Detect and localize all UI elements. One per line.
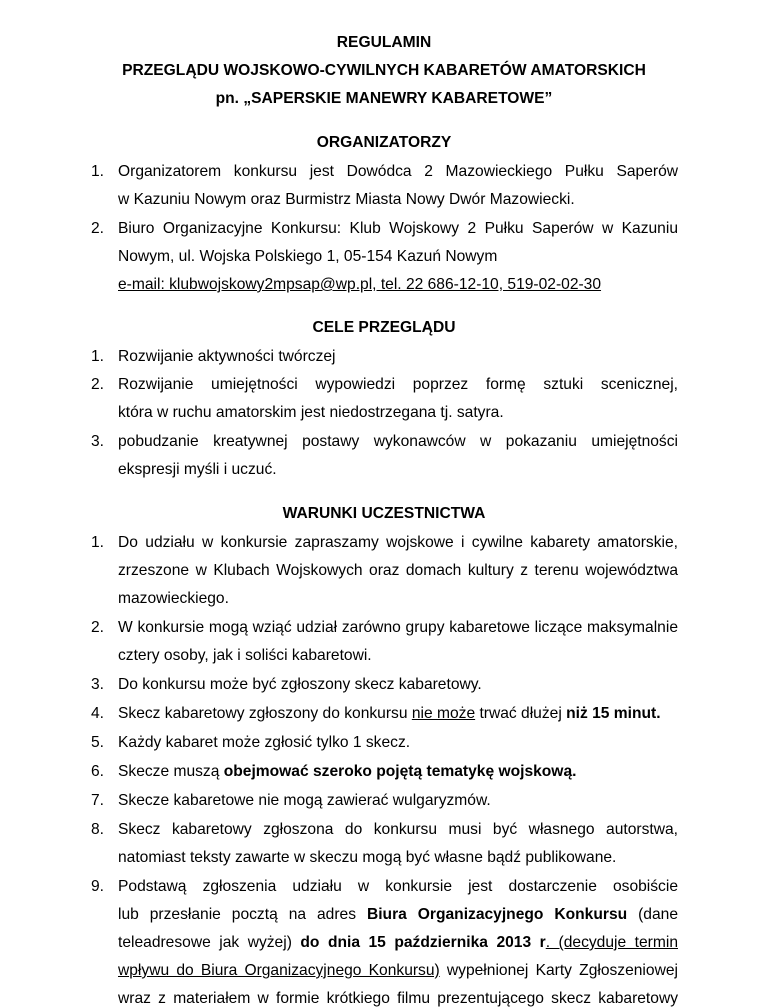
text-run: (dane xyxy=(627,906,678,923)
item-text: Skecz kabaretowy zgłoszona do konkursu musi być własnego autorstwa, xyxy=(118,821,678,838)
item-text: Do konkursu może być zgłoszony skecz kabaretowy. xyxy=(118,676,482,693)
text-run: Skecze muszą xyxy=(118,763,224,780)
doc-event-name: pn. „SAPERSKIE MANEWRY KABARETOWE” xyxy=(215,90,553,107)
item-text: Skecze kabaretowe nie mogą zawierać wulgaryzmów. xyxy=(118,792,491,809)
contact-link[interactable]: e-mail: klubwojskowy2mpsap@wp.pl, tel. 22 686-12-10, 519-02-02-30 xyxy=(118,276,602,293)
bold-text: niż 15 minut. xyxy=(566,705,661,722)
item-text: która w ruchu amatorskim jest niedostrzegana tj. satyra. xyxy=(118,404,504,421)
item-number: 2. xyxy=(91,220,105,237)
item-text xyxy=(118,906,678,924)
item-text xyxy=(118,705,678,723)
item-number: 7. xyxy=(91,792,105,809)
underlined-text: wpływu do Biura Organizacyjnego Konkursu) xyxy=(118,962,440,979)
text-run: teleadresowe jak wyżej) xyxy=(118,934,301,951)
text-run: trwać dłużej xyxy=(475,705,567,722)
item-text xyxy=(118,934,678,952)
bold-text: obejmować szeroko pojętą tematykę wojskową. xyxy=(223,763,577,780)
section-title-cele: CELE PRZEGLĄDU xyxy=(312,319,456,336)
item-text: Nowym, ul. Wojska Polskiego 1, 05-154 Kazuń Nowym xyxy=(118,248,498,265)
item-text: w Kazuniu Nowym oraz Burmistrz Miasta Nowy Dwór Mazowiecki. xyxy=(118,191,575,208)
section-title-warunki: WARUNKI UCZESTNICTWA xyxy=(282,505,486,522)
section-title-organizatorzy: ORGANIZATORZY xyxy=(316,134,452,151)
item-number: 9. xyxy=(91,878,105,895)
item-text: Każdy kabaret może zgłosić tylko 1 skecz. xyxy=(118,734,411,751)
item-text: pobudzanie kreatywnej postawy wykonawców w pokazaniu umiejętności xyxy=(118,433,678,450)
item-number: 6. xyxy=(91,763,105,780)
item-text: mazowieckiego. xyxy=(118,590,229,607)
item-number: 1. xyxy=(91,163,105,180)
item-text: Rozwijanie aktywności twórczej xyxy=(118,348,336,365)
item-text: wraz z materiałem w formie krótkiego filmu prezentującego skecz kabaretowy xyxy=(118,990,678,1007)
item-text xyxy=(118,962,678,980)
doc-title: REGULAMIN xyxy=(336,34,432,51)
item-text: natomiast teksty zawarte w skeczu mogą być własne bądź publikowane. xyxy=(118,849,617,866)
item-text: ekspresji myśli i uczuć. xyxy=(118,461,277,478)
item-number: 1. xyxy=(91,348,105,365)
text-run: wypełnionej Karty Zgłoszeniowej xyxy=(439,962,678,979)
doc-subtitle: PRZEGLĄDU WOJSKOWO-CYWILNYCH KABARETÓW AMATORSKICH xyxy=(122,62,646,79)
item-text: Podstawą zgłoszenia udziału w konkursie jest dostarczenie osobiście xyxy=(118,878,678,895)
underlined-text: nie może xyxy=(411,705,476,722)
item-number: 5. xyxy=(91,734,105,751)
text-run: lub przesłanie pocztą na adres xyxy=(118,906,367,923)
bold-text: do dnia 15 października 2013 r xyxy=(300,934,546,951)
underlined-text: . (decyduje termin xyxy=(545,934,678,951)
bold-text: Biura Organizacyjnego Konkursu xyxy=(366,906,628,923)
item-number: 4. xyxy=(91,705,105,722)
item-number: 2. xyxy=(91,376,105,393)
item-text: zrzeszone w Klubach Wojskowych oraz domach kultury z terenu województwa xyxy=(118,562,678,579)
item-text: Biuro Organizacyjne Konkursu: Klub Wojskowy 2 Pułku Saperów w Kazuniu xyxy=(118,220,678,237)
item-text: Do udziału w konkursie zapraszamy wojskowe i cywilne kabarety amatorskie, xyxy=(118,534,678,551)
item-number: 3. xyxy=(91,676,105,693)
item-number: 3. xyxy=(91,433,105,450)
text-run: Skecz kabaretowy zgłoszony do konkursu xyxy=(118,705,412,722)
item-text: Rozwijanie umiejętności wypowiedzi poprzez formę sztuki scenicznej, xyxy=(118,376,678,393)
item-text xyxy=(118,763,678,781)
item-text: cztery osoby, jak i soliści kabaretowi. xyxy=(118,647,372,664)
item-number: 2. xyxy=(91,619,105,636)
item-number: 8. xyxy=(91,821,105,838)
item-number: 1. xyxy=(91,534,105,551)
item-text: Organizatorem konkursu jest Dowódca 2 Mazowieckiego Pułku Saperów xyxy=(118,163,678,180)
item-text: W konkursie mogą wziąć udział zarówno grupy kabaretowe liczące maksymalnie xyxy=(118,619,678,636)
